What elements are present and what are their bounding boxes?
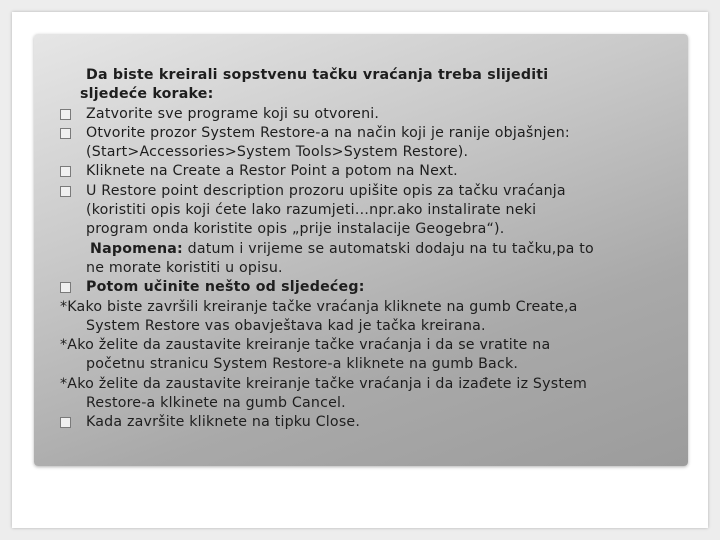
checkbox-bullet-icon bbox=[60, 282, 71, 293]
list-item: Otvorite prozor System Restore-a na način koji je ranije objašnjen: bbox=[60, 124, 686, 143]
checkbox-bullet-icon bbox=[60, 109, 71, 120]
list-item-continuation: (Start>Accessories>System Tools>System Restore). bbox=[86, 144, 469, 161]
option-line-continuation: Restore-a klkinete na gumb Cancel. bbox=[86, 395, 346, 412]
checkbox-bullet-icon bbox=[60, 128, 71, 139]
note-text: datum i vrijeme se automatski dodaju na tu tačku,pa to bbox=[182, 240, 594, 257]
checkbox-bullet-icon bbox=[60, 166, 71, 177]
list-item: U Restore point description prozoru upišite opis za tačku vraćanja bbox=[60, 182, 686, 201]
list-item: Zatvorite sve programe koji su otvoreni. bbox=[60, 105, 686, 124]
option-line: *Ako želite da zaustavite kreiranje tačke vraćanja i da izađete iz System bbox=[60, 375, 588, 392]
list-item-continuation: (koristiti opis koji ćete lako razumjeti…npr.ako instalirate neki bbox=[86, 202, 537, 219]
option-line: *Kako biste završili kreiranje tačke vraćanja kliknete na gumb Create,a bbox=[60, 298, 578, 315]
intro-line: Da biste kreirali sopstvenu tačku vraćanja treba slijediti bbox=[86, 67, 549, 83]
note-line-continuation: ne morate koristiti u opisu. bbox=[86, 259, 283, 276]
option-line: *Ako želite da zaustavite kreiranje tačke vraćanja i da se vratite na bbox=[60, 337, 551, 354]
intro-line: sljedeće korake: bbox=[80, 86, 214, 103]
checkbox-bullet-icon bbox=[60, 417, 71, 428]
list-item-continuation: program onda koristite opis „prije instalacije Geogebra“). bbox=[86, 221, 505, 238]
list-item: Potom učinite nešto od sljedećeg: bbox=[60, 278, 686, 297]
list-item: Kada završite kliknete na tipku Close. bbox=[60, 413, 686, 432]
slide-text bbox=[60, 66, 686, 433]
note-label: Napomena: bbox=[90, 240, 183, 257]
option-line-continuation: System Restore vas obavještava kad je tačka kreirana. bbox=[86, 317, 486, 334]
note-line bbox=[60, 240, 686, 259]
list-item: Kliknete na Create a Restor Point a potom na Next. bbox=[60, 162, 686, 181]
checkbox-bullet-icon bbox=[60, 186, 71, 197]
option-line-continuation: početnu stranicu System Restore-a kliknete na gumb Back. bbox=[86, 356, 519, 373]
